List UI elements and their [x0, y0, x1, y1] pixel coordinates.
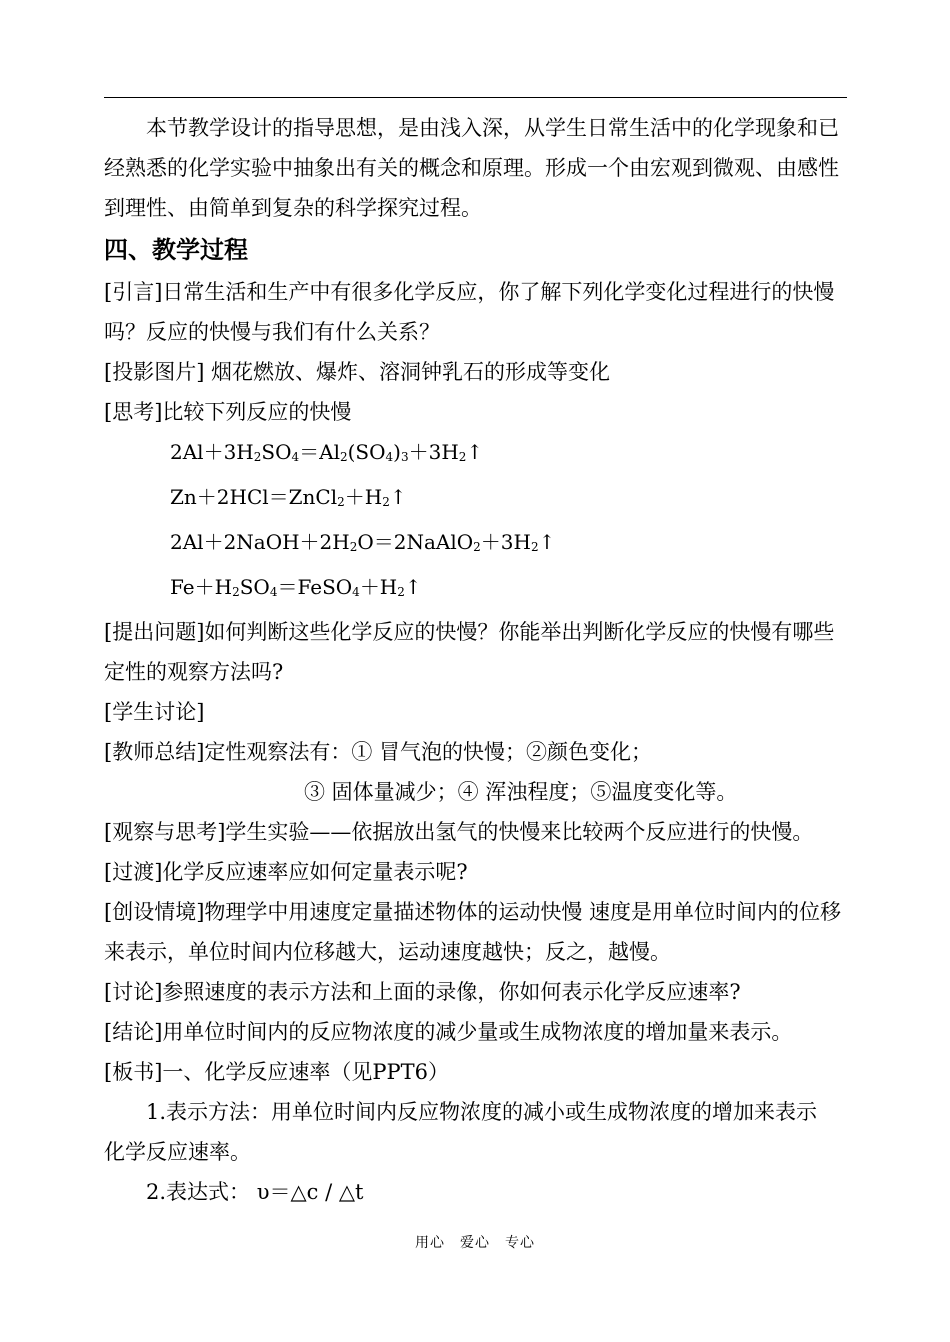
- intro-paragraph: 本节教学设计的指导思想，是由浅入深，从学生日常生活中的化学现象和已经熟悉的化学实验中抽象出有关的概念和原理。形成一个由宏观到微观、由感性到理性、由简单到复杂的科学探究过程。: [104, 116, 839, 220]
- equation-4: $Fe+H_2SO_4=FeSO_4+H_2↑$: [170, 575, 422, 599]
- board-line: [板书]一、化学反应速率（见PPT6）: [104, 1060, 450, 1084]
- section-heading: 四、教学过程: [104, 236, 248, 264]
- header-rule: [104, 97, 847, 98]
- discussion-line: [学生讨论]: [104, 700, 205, 724]
- intro-question: [引言]日常生活和生产中有很多化学反应，你了解下列化学变化过程进行的快慢吗？反应的快慢与我们有什么关系？: [104, 280, 835, 344]
- scenario-paragraph: [创设情境]物理学中用速度定量描述物体的运动快慢 速度是用单位时间内的位移来表示，单位时间内位移越大，运动速度越快；反之，越慢。: [104, 900, 842, 964]
- transition-line: [过渡]化学反应速率应如何定量表示呢?: [104, 860, 468, 884]
- document-body: [104, 108, 849, 1212]
- page-footer: 用心 爱心 专心: [415, 1235, 535, 1251]
- conclusion-line: [结论]用单位时间内的反应物浓度的减少量或生成物浓度的增加量来表示。: [104, 1020, 793, 1044]
- equation-1: $2Al+3H_2SO_4=Al_2(SO_4)_3+3H_2↑$: [170, 440, 484, 464]
- think-line: [思考]比较下列反应的快慢: [104, 400, 352, 424]
- item-1-line: 1.表示方法：用单位时间内反应物浓度的减小或生成物浓度的增加来表示: [146, 1100, 818, 1124]
- observe-line: [观察与思考]学生实验——依据放出氢气的快慢来比较两个反应进行的快慢。: [104, 820, 814, 844]
- summary-line-1: [教师总结]定性观察法有：① 冒气泡的快慢；②颜色变化；: [104, 740, 653, 764]
- projection-line: [投影图片] 烟花燃放、爆炸、溶洞钟乳石的形成等变化: [104, 360, 611, 384]
- item-2-line: 2.表达式： υ＝△c / △t: [146, 1180, 364, 1204]
- question-paragraph: [提出问题]如何判断这些化学反应的快慢？你能举出判断化学反应的快慢有哪些定性的观察方法吗?: [104, 620, 835, 684]
- discuss-line: [讨论]参照速度的表示方法和上面的录像，你如何表示化学反应速率?: [104, 980, 741, 1004]
- equation-2: $Zn+2HCl=ZnCl_2+H_2↑$: [170, 485, 407, 509]
- summary-line-2: ③ 固体量减少；④ 浑浊程度；⑤温度变化等。: [304, 780, 738, 804]
- item-1-continuation: 化学反应速率。: [104, 1140, 251, 1164]
- equation-3: $2Al+2NaOH+2H_2O=2NaAlO_2+3H_2↑$: [170, 530, 556, 554]
